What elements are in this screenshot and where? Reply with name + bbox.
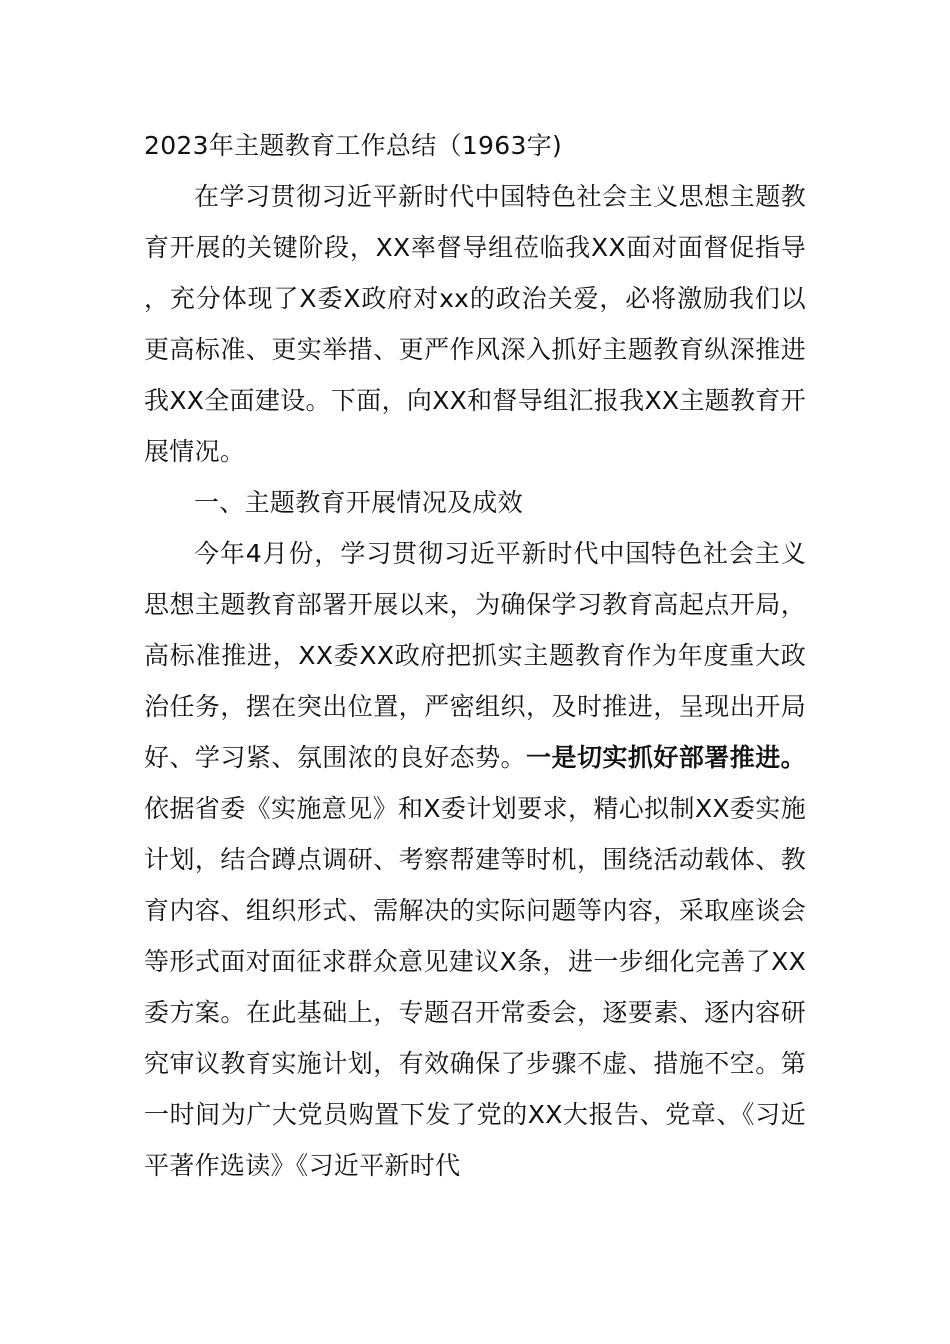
section-1-bold-lead: 一是切实抓好部署推进。 [526, 743, 806, 772]
intro-paragraph: 在学习贯彻习近平新时代中国特色社会主义思想主题教育开展的关键阶段，XX率督导组莅临我XX面对面督促指导，充分体现了X委X政府对xx的政治关爱，必将激励我们以更高标准、更实举措、更严作风深入抓好主题教育纵深推进我XX全面建设。下面，向XX和督导组汇报我XX主题教育开展情况。 [144, 182, 806, 466]
document-body [144, 120, 806, 1191]
section-1-heading: 一、主题教育开展情况及成效 [194, 488, 523, 517]
section-1-text-part-2: 依据省委《实施意见》和X委计划要求，精心拟制XX委实施计划，结合蹲点调研、考察帮建等时机，围绕活动载体、教育内容、组织形式、需解决的实际问题等内容，采取座谈会等形式面对面征求群众意见建议X条，进一步细化完善了XX委方案。在此基础上，专题召开常委会，逐要素、逐内容研究审议教育实施计划，有效确保了步骤不虚、措施不空。第一时间为广大党员购置下发了党的XX大报告、党章、《习近平著作选读》《习近平新时代 [144, 794, 806, 1180]
section-1-paragraph [144, 528, 806, 1191]
section-1-text-part-1: 今年4月份，学习贯彻习近平新时代中国特色社会主义思想主题教育部署开展以来，为确保学习教育高起点开局，高标准推进，XX委XX政府把抓实主题教育作为年度重大政治任务，摆在突出位置，严密组织，及时推进，呈现出开局好、学习紧、氛围浓的良好态势。 [144, 539, 806, 772]
document-title: 2023年主题教育工作总结（1963字) [144, 131, 563, 160]
